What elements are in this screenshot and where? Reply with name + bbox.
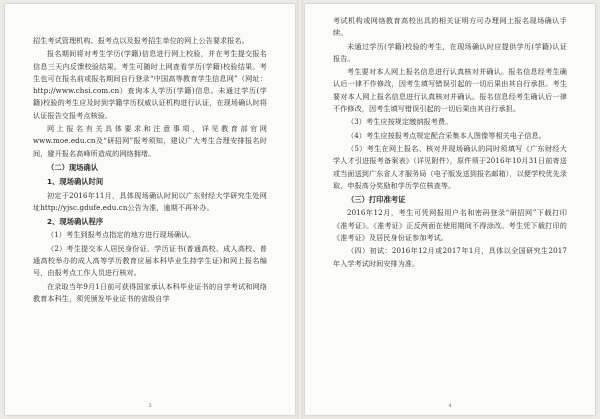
right-page — [305, 4, 595, 415]
body-paragraph: 网上报名有关具体要求和注意事项，详见教育部官网www.moe.edu.cn及“研招网”报考须知，建议广大考生合理安排报名时间，避开报名高峰所造成的网络拥堵。 — [33, 124, 267, 158]
section-heading: 2、现场确认程序 — [47, 217, 104, 227]
body-paragraph: 招生考试管理机构、报考点以及报考招生单位的网上公告要求报名。 — [33, 36, 249, 45]
body-paragraph: 未通过学历(学籍)校验的考生，在现场确认时应提供学历(学籍)认证报告。 — [333, 41, 567, 63]
page-number: 4 — [448, 403, 452, 409]
body-paragraph: （2）考生提交本人居民身份证、学历证书(普通高校、成人高校、普通高校举办的成人高等学历教育应届本科毕业生持学生证)和网上报名编号，由报考点工作人员进行核对。 — [33, 243, 267, 278]
body-paragraph: （4）考生应按报考点规定配合采集本人图像等相关电子信息。 — [347, 130, 546, 140]
body-paragraph: （四）初试：2016年12月或2017年1月，具体以全国研究生2017年入学考试时间安排为准。 — [333, 246, 567, 268]
section-heading: （三）打印准考证 — [347, 195, 406, 205]
page-number: 3 — [148, 403, 152, 409]
body-paragraph: 2016年12月，考生可凭网报用户名和密码登录“研招网”下载打印《准考证》。《准考证》正反两面在使用期间不得涂改。考生凭下载打印的《准考证》及居民身份证参加考试。 — [333, 208, 567, 243]
body-paragraph: 在录取当年9月1日前可获得国家承认本科毕业证书的自学考试和网络教育本科生，须凭颁发毕业证书的省级自学 — [33, 281, 267, 303]
body-paragraph: 考试机构或网络教育高校出具的相关证明方可办理网上报名现场确认手续。 — [333, 16, 567, 38]
body-paragraph: 考生要对本人网上报名信息进行认真核对并确认。报名信息经考生确认后一律不作修改，因考生填写错误引起的一切后果由其自行承担。考生要对本人网上报名信息进行认真核对并确认。报名信息经考生确认后一律不作修改，因考生填写错误引起的一切后果由其自行承担。 — [333, 67, 567, 114]
body-paragraph: （5）考生在网上报名、核对并现场确认的同时须填写《广东财经大学人才引进报考备案表》（详见附件），原件须于2016年10月31日前寄送或当面送到广东省人才服务局（电子版发送到报名邮箱），以便学校优先录取、申报高分奖励和学历学位核查等。 — [333, 143, 567, 190]
left-page — [5, 4, 295, 415]
section-heading: （二）现场确认 — [47, 162, 99, 172]
body-paragraph: （3）考生应按规定缴纳报考费。 — [347, 117, 453, 127]
body-paragraph: （1）考生到报考点指定的地方进行现场确认。 — [47, 230, 196, 240]
page-fold — [297, 0, 303, 419]
section-heading: 1、现场确认时间 — [47, 177, 104, 187]
body-paragraph: 报名期间将对考生学历(学籍)信息进行网上校验，并在考生提交报名信息三天内反馈校验结果。考生可随时上网查看学历(学籍)校验结果。考生也可在报名前或报名期间自行登录“中国高等教育学生信息网”（网址：http://www.chsi.com.cn）查询本人学历(学籍)信息。未通过学历(学籍)校验的考生应及时到学籍学历权威认证机构进行认证，在现场确认时将认证报告交报考点核验。 — [33, 49, 267, 120]
body-paragraph: 初定于2016年11月，具体现场确认时间以广东财经大学研究生处网址http://yjsc.gdufe.edu.cn公告为准，逾期不再补办。 — [33, 190, 267, 212]
